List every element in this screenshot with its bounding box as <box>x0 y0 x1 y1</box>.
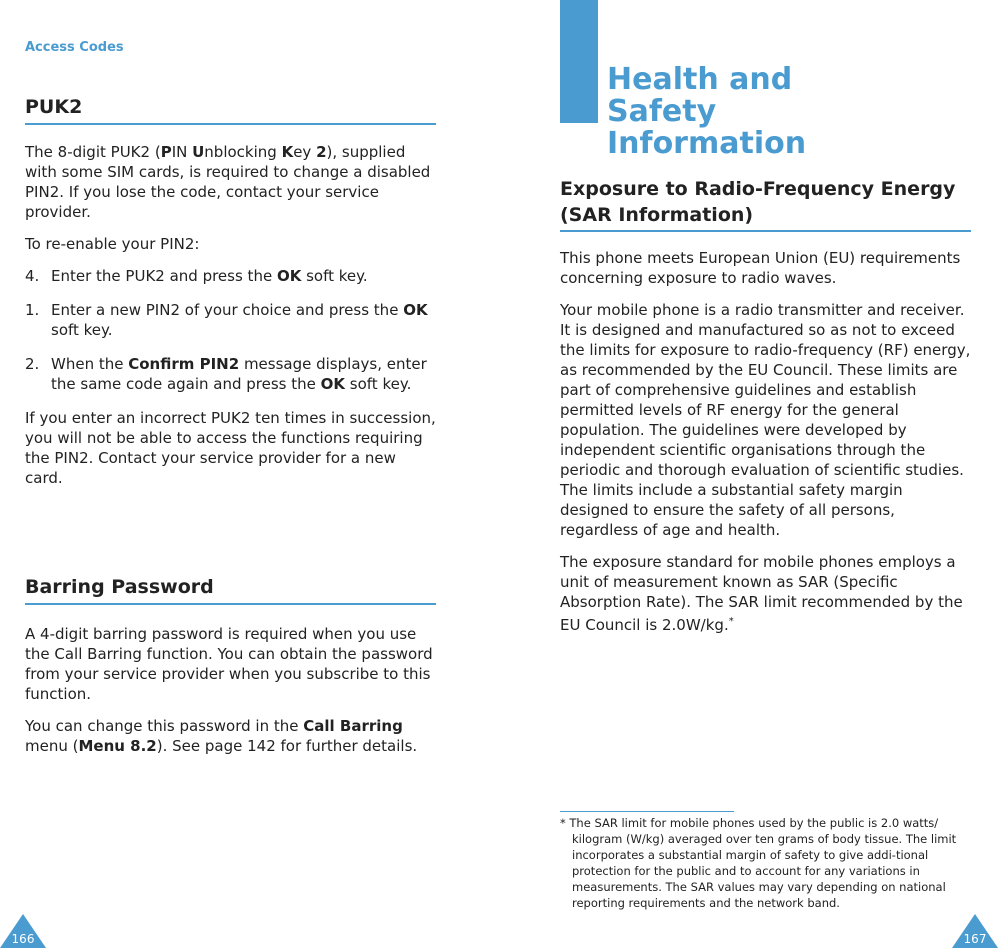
page-number-right <box>952 914 998 948</box>
footnote-rule <box>560 811 734 812</box>
chapter-tab <box>560 0 598 123</box>
sar-paragraph-2: Your mobile phone is a radio transmitter and receiver. It is designed and manufactured so as not to exceed the limits for exposure to radio-frequency (RF) energy, as recommended by the EU Council. These limits are part of comprehensive guidelines and establish permitted levels of RF energy for the general population. The guidelines were developed by independent scientific organisations through the periodic and thorough evaluation of scientific studies. The limits include a substantial safety margin designed to ensure the safety of all persons, regardless of age and health. <box>560 301 971 539</box>
puk2-rule <box>25 123 436 125</box>
step-item: 2. When the Confirm PIN2 message displays, enter the same code again and press the OK soft key. <box>25 355 427 393</box>
barring-body <box>25 624 437 768</box>
barring-paragraph-2: You can change this password in the Call Barring menu (Menu 8.2). See page 142 for further details. <box>25 717 418 755</box>
chapter-title: Health and Safety Information <box>607 62 807 161</box>
sar-paragraph-1: This phone meets European Union (EU) requirements concerning exposure to radio waves. <box>560 249 961 287</box>
barring-rule <box>25 603 436 605</box>
page-number-left <box>0 914 46 948</box>
barring-title: Barring Password <box>25 576 214 598</box>
page-number-text: 166 <box>11 932 35 946</box>
puk2-paragraph-3: If you enter an incorrect PUK2 ten times in succession, you will not be able to access the functions requiring the PIN2. Contact your service provider for a new card. <box>25 409 436 487</box>
right-page <box>499 0 998 948</box>
puk2-title: PUK2 <box>25 96 83 118</box>
sar-title: Exposure to Radio-Frequency Energy (SAR Information) <box>560 178 956 226</box>
puk2-steps <box>25 266 437 394</box>
sar-rule <box>560 230 971 232</box>
running-header: Access Codes <box>25 40 124 55</box>
puk2-paragraph-2: To re-enable your PIN2: <box>25 235 200 253</box>
page-number-text: 167 <box>963 932 987 946</box>
sar-paragraph-3: The exposure standard for mobile phones employs a unit of measurement known as SAR (Specific Absorption Rate). The SAR limit recommended by the EU Council is 2.0W/kg.* <box>560 553 963 634</box>
puk2-body <box>25 142 437 500</box>
step-item: 1. Enter a new PIN2 of your choice and press the OK soft key. <box>25 301 428 339</box>
footnote: * The SAR limit for mobile phones used by the public is 2.0 watts/ kilogram (W/kg) averaged over ten grams of body tissue. The limit incorporates a substantial margin of safety to give addi-tional protection for the public and to account for any variations in measurements. The SAR values may vary depending on national reporting requirements and the network band. <box>560 816 957 910</box>
barring-paragraph-1: A 4-digit barring password is required when you use the Call Barring function. You can obtain the password from your service provider when you subscribe to this function. <box>25 625 433 703</box>
puk2-paragraph-1: The 8-digit PUK2 (PIN Unblocking Key 2), supplied with some SIM cards, is required to change a disabled PIN2. If you lose the code, contact your service provider. <box>25 143 431 221</box>
step-item: 4. Enter the PUK2 and press the OK soft key. <box>25 267 368 285</box>
sar-body <box>560 248 972 647</box>
